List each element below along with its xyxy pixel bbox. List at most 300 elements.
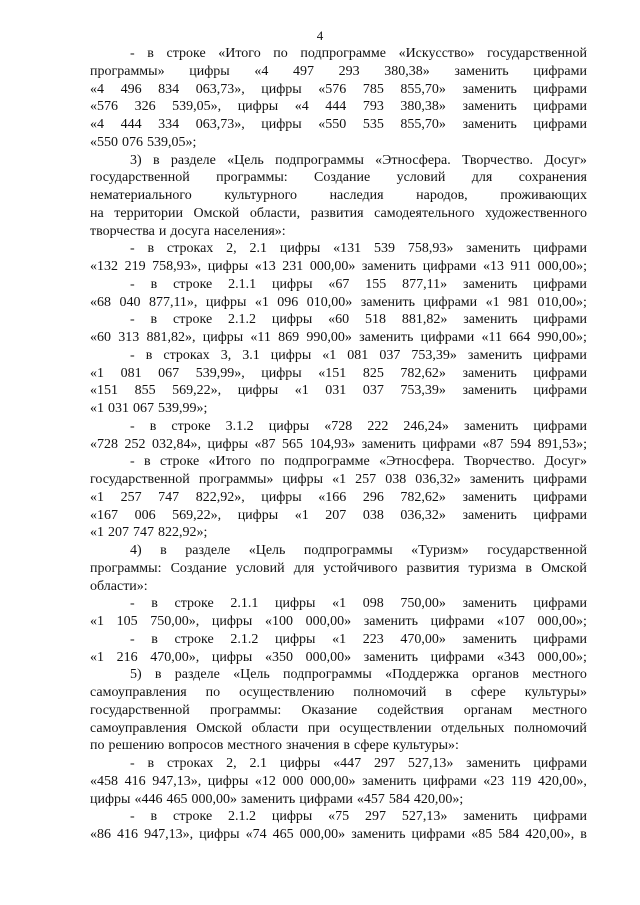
word: цифры: [272, 276, 313, 292]
word: цифрами: [430, 649, 485, 665]
word: подпрограмме: [284, 454, 370, 470]
word: 297: [373, 756, 395, 771]
word: программы»: [90, 63, 165, 79]
word: «100: [264, 614, 293, 629]
word: «67: [328, 276, 350, 292]
word: 565: [282, 436, 304, 452]
text-line: [90, 365, 587, 383]
word: 420,00»;: [413, 791, 464, 807]
word: развития: [406, 560, 460, 576]
word: в: [343, 738, 350, 754]
word: 216: [116, 649, 138, 665]
word: 990,00»;: [537, 330, 587, 345]
word: «Этносфера.: [379, 454, 455, 470]
word: значения: [285, 738, 340, 754]
word: 420,00»,: [525, 827, 575, 842]
word: 527,13»: [407, 756, 454, 771]
word: 3): [130, 152, 142, 168]
text-line: [90, 382, 587, 400]
word: культуры»:: [392, 738, 459, 754]
word: 257: [120, 489, 142, 505]
text-line: [90, 294, 587, 312]
word: цифры: [282, 472, 323, 487]
word: цифры: [207, 259, 249, 274]
word: «12: [254, 773, 276, 789]
text-line: [90, 81, 587, 99]
word: в: [445, 685, 452, 700]
word: 000,00»;: [537, 649, 587, 665]
word: заменить: [462, 631, 517, 647]
word: «Итого: [218, 46, 261, 61]
word: 207: [325, 507, 347, 523]
word: заменить: [454, 63, 509, 79]
word: заменить: [363, 614, 419, 629]
document-body: [90, 45, 587, 844]
word: строках: [166, 756, 214, 771]
word: 105: [116, 614, 138, 629]
word: цифры: [271, 312, 313, 328]
word: 000,00»: [310, 773, 356, 789]
word: 380,38»: [384, 63, 430, 79]
word: решению: [108, 738, 165, 754]
word: цифры: [211, 614, 253, 629]
page-number: 4: [316, 28, 324, 43]
word: 2.1.2: [228, 312, 256, 328]
word: полномочий: [353, 685, 427, 700]
word: 420,00»,: [537, 773, 587, 789]
word: 000,00»: [309, 259, 356, 274]
word: в: [580, 827, 587, 842]
word: области,: [249, 205, 301, 221]
word: «151: [90, 383, 118, 399]
word: Создание: [314, 170, 371, 186]
word: условий: [396, 170, 446, 186]
word: программы:: [216, 170, 288, 186]
word: 539,99»;: [158, 401, 208, 416]
word: цифрами: [423, 294, 478, 310]
word: 2.1.2: [228, 809, 256, 825]
word: 000,00»: [305, 649, 352, 665]
word: 881,82»,: [146, 330, 196, 345]
word: «4: [294, 99, 309, 115]
word: в: [147, 46, 154, 61]
text-line: [90, 311, 587, 329]
word: народов,: [416, 188, 468, 203]
word: 031: [325, 383, 347, 399]
word: 947,13»,: [152, 773, 202, 789]
word: 822,92»;: [158, 525, 208, 541]
word: «166: [318, 489, 347, 505]
word: развития: [310, 205, 364, 221]
word: «728: [90, 436, 118, 452]
word: 465: [272, 827, 294, 842]
word: 326: [134, 99, 156, 115]
word: 855: [134, 383, 156, 399]
text-line: [90, 649, 587, 667]
word: цифрами: [411, 827, 466, 842]
word: 981: [508, 294, 530, 310]
word: 750,00»,: [150, 614, 200, 629]
word: 782,62»: [400, 489, 446, 505]
word: цифрами: [430, 614, 485, 629]
word: осуществлении: [339, 720, 432, 736]
word: 3,: [220, 347, 232, 363]
word: цифрами: [533, 596, 587, 612]
word: «Туризм»: [411, 543, 469, 558]
text-line: [90, 737, 587, 755]
word: сохранения: [518, 170, 587, 186]
text-line: [90, 808, 587, 826]
text-line: [90, 223, 587, 241]
word: 750,00»: [400, 596, 446, 612]
text-line: [90, 436, 587, 454]
word: по: [205, 685, 221, 700]
word: цифры: [237, 99, 279, 115]
word: цифрами: [533, 117, 587, 132]
word: Досуг»: [544, 454, 587, 470]
word: Омской: [193, 205, 240, 221]
word: заменить: [240, 791, 296, 807]
word: 496: [120, 81, 142, 97]
word: цифрами: [533, 99, 587, 115]
word: цифрами: [533, 383, 587, 399]
word: 416: [117, 827, 139, 842]
word: 758,93»: [407, 241, 454, 257]
word: -: [130, 631, 135, 647]
word: 3.1.2: [225, 418, 254, 434]
word: «13: [254, 259, 276, 274]
word: 222: [367, 418, 389, 434]
word: для: [293, 560, 315, 576]
word: 822,92»,: [195, 489, 245, 505]
text-line: [90, 258, 587, 276]
text-line: [90, 63, 587, 81]
word: 444: [120, 117, 142, 132]
word: программы:: [90, 560, 162, 576]
word: цифры: [199, 827, 240, 842]
word: 535: [362, 117, 384, 132]
word: строке: [171, 418, 211, 434]
word: разделе: [185, 543, 231, 558]
word: цифры: [237, 507, 279, 523]
word: строке: [172, 809, 213, 825]
word: 2,: [226, 241, 237, 257]
word: 067: [158, 365, 180, 381]
word: цифрами: [422, 436, 477, 452]
word: 096: [277, 294, 299, 310]
word: культуры»: [524, 685, 587, 700]
word: заменить: [361, 259, 417, 274]
word: 2,: [226, 756, 237, 771]
word: «167: [90, 507, 118, 523]
word: -: [130, 241, 135, 257]
word: 063,73»,: [195, 81, 245, 97]
word: заменить: [363, 649, 419, 665]
word: самоуправления: [90, 720, 187, 736]
word: «1: [90, 489, 104, 505]
word: Омской: [541, 560, 587, 576]
word: заменить: [351, 827, 406, 842]
word: в: [149, 418, 157, 434]
word: содействия: [377, 702, 444, 718]
word: цифры: [261, 489, 302, 505]
word: в: [160, 543, 167, 558]
word: и: [158, 223, 167, 239]
word: заменить: [462, 99, 517, 115]
word: 911: [510, 259, 532, 274]
word: цифрами: [533, 241, 587, 257]
text-line: [90, 560, 587, 578]
word: по: [273, 46, 288, 61]
word: заменить: [463, 809, 518, 825]
text-line: [90, 169, 587, 187]
text-line: [90, 791, 587, 809]
word: 990,00»: [306, 330, 352, 345]
word: 032,84»,: [152, 436, 202, 452]
word: «1: [294, 383, 309, 399]
word: -: [130, 809, 135, 825]
word: 470,00»,: [150, 649, 200, 665]
word: 036,32»: [400, 507, 446, 523]
word: цифрами: [533, 809, 587, 825]
word: 470,00»: [400, 631, 446, 647]
word: 518: [365, 312, 386, 328]
word: в: [150, 312, 158, 328]
word: заменить: [360, 294, 416, 310]
word: «4: [90, 81, 104, 97]
word: местного: [532, 667, 587, 683]
word: проживающих: [500, 188, 587, 203]
word: заменить: [462, 507, 517, 523]
word: цифрами: [422, 259, 477, 274]
word: 037: [362, 383, 384, 399]
word: органам: [463, 702, 513, 718]
word: 010,00»;: [537, 294, 587, 310]
word: «60: [90, 330, 111, 345]
word: цифры: [274, 596, 316, 612]
word: цифрами: [533, 631, 587, 647]
word: в: [150, 809, 158, 825]
word: на: [90, 205, 104, 221]
word: цифры: [274, 631, 316, 647]
word: заменить: [462, 117, 517, 132]
word: в: [147, 241, 155, 257]
word: 098: [362, 596, 384, 612]
word: цифрами: [533, 81, 587, 97]
text-line: [90, 240, 587, 258]
word: при: [307, 720, 330, 736]
word: 038: [385, 472, 407, 487]
word: 881,82»: [401, 312, 448, 328]
word: 000,00»: [305, 614, 352, 629]
word: самодеятельного: [374, 205, 475, 221]
word: «447: [333, 756, 362, 771]
word: «4: [254, 63, 269, 79]
word: «107: [496, 614, 525, 629]
word: разделе: [174, 667, 220, 683]
word: территории: [114, 205, 183, 221]
word: цифры: [189, 63, 230, 79]
word: 000,00»: [191, 791, 237, 807]
word: по: [90, 738, 105, 754]
word: цифрами: [533, 312, 587, 328]
word: 067: [133, 401, 154, 416]
word: Омской: [196, 720, 242, 736]
word: 246,24»: [403, 418, 449, 434]
word: «1: [90, 649, 104, 665]
word: «4: [90, 117, 104, 132]
word: 4): [130, 543, 142, 558]
word: строке: [166, 46, 206, 61]
word: цифры: [268, 418, 310, 434]
word: «60: [328, 312, 350, 328]
word: заменить: [362, 773, 417, 789]
word: цифры: [261, 81, 302, 97]
word: «11: [250, 330, 271, 345]
word: в: [150, 276, 158, 292]
word: Оказание: [301, 702, 358, 718]
word: «Поддержка: [385, 667, 459, 683]
word: 569,22»,: [172, 383, 222, 399]
word: 877,11»,: [148, 294, 198, 310]
word: в: [151, 631, 158, 647]
word: сфере: [470, 685, 506, 700]
text-line: [90, 276, 587, 294]
word: 444: [325, 99, 347, 115]
word: «132: [90, 259, 118, 274]
word: местного: [227, 738, 282, 754]
text-line: [90, 524, 587, 542]
word: заменить: [469, 472, 525, 487]
word: цифрами: [533, 347, 587, 363]
word: нематериального: [90, 188, 192, 203]
text-line: [90, 507, 587, 525]
text-line: [90, 205, 587, 223]
word: «131: [333, 241, 362, 257]
word: в: [147, 756, 155, 771]
word: 782,62»: [400, 365, 446, 381]
word: 584: [498, 827, 520, 842]
word: 000,00»: [299, 827, 346, 842]
word: «87: [254, 436, 276, 452]
word: «1: [90, 401, 104, 416]
word: 877,11»: [402, 276, 448, 292]
word: строке: [174, 631, 214, 647]
word: цифры: [237, 383, 279, 399]
word: для: [471, 170, 493, 186]
text-line: [90, 418, 587, 436]
word: цифрами: [423, 773, 477, 789]
text-line: [90, 631, 587, 649]
word: органов: [471, 667, 520, 683]
word: цифры: [207, 773, 249, 789]
word: цифры: [279, 756, 321, 771]
word: художественного: [485, 205, 587, 221]
word: цифры: [261, 117, 302, 132]
word: 219: [124, 259, 146, 274]
word: «1: [332, 596, 347, 612]
word: 584: [388, 791, 410, 807]
text-line: [90, 720, 587, 738]
word: -: [130, 347, 135, 363]
word: 5): [130, 667, 142, 683]
word: цифры: [279, 241, 321, 257]
word: -: [130, 454, 135, 470]
text-line: [90, 613, 587, 631]
word: подпрограммы: [303, 543, 393, 558]
word: 155: [365, 276, 387, 292]
word: 569,22»,: [172, 507, 222, 523]
word: 758,93»,: [152, 259, 202, 274]
word: 296: [362, 489, 384, 505]
word: цифры: [211, 649, 253, 665]
word: цифры: [205, 294, 247, 310]
word: в: [525, 560, 533, 576]
word: 855,70»: [400, 81, 446, 97]
text-line: [90, 595, 587, 613]
word: осуществлению: [239, 685, 335, 700]
word: 947,13»,: [144, 827, 194, 842]
word: разделе: [170, 152, 216, 168]
text-line: [90, 578, 587, 596]
word: «1: [90, 525, 104, 541]
word: 855,70»: [400, 117, 446, 132]
word: «576: [318, 81, 347, 97]
word: Творчество.: [462, 152, 533, 168]
word: заменить: [466, 756, 521, 771]
word: 416: [124, 773, 146, 789]
word: 000: [282, 773, 304, 789]
word: строке: [173, 276, 213, 292]
word: подпрограммы: [275, 152, 364, 168]
word: 031: [108, 401, 129, 416]
word: в: [151, 596, 158, 612]
word: подпрограмме: [300, 46, 386, 61]
word: 104,93»: [309, 436, 356, 452]
text-line: [90, 152, 587, 170]
word: «350: [264, 649, 293, 665]
word: цифрами: [533, 507, 587, 523]
word: 252: [124, 436, 146, 452]
word: цифрами: [533, 756, 587, 771]
word: -: [130, 418, 135, 434]
word: 834: [158, 81, 180, 97]
word: заменить: [462, 489, 517, 505]
word: 869: [278, 330, 300, 345]
word: «1: [294, 507, 309, 523]
word: цифры: [202, 330, 244, 345]
word: «85: [471, 827, 493, 842]
word: цифрами: [299, 791, 353, 807]
text-line: [90, 453, 587, 471]
word: самоуправления: [90, 685, 187, 700]
word: -: [130, 276, 135, 292]
word: 081: [120, 365, 142, 381]
word: 006: [134, 507, 156, 523]
word: «550: [318, 117, 347, 132]
word: государственной: [90, 170, 190, 186]
word: 753,39»: [411, 347, 457, 363]
word: полномочий: [513, 720, 587, 736]
word: 223: [362, 631, 384, 647]
word: заменить: [462, 81, 517, 97]
word: 313: [118, 330, 140, 345]
text-line: [90, 347, 587, 365]
word: «23: [483, 773, 505, 789]
word: 539,05»,: [172, 99, 222, 115]
word: «13: [482, 259, 504, 274]
word: «457: [356, 791, 385, 807]
